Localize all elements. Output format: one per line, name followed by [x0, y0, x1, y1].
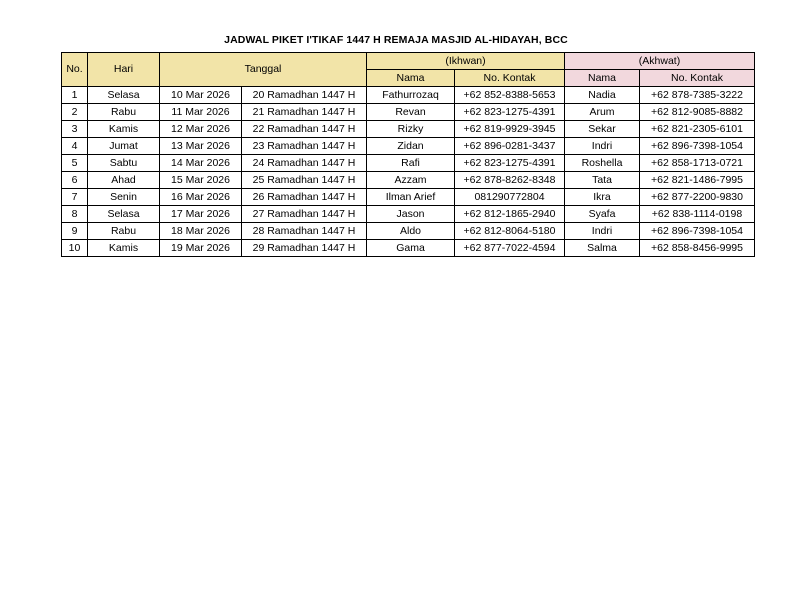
cell-kontak-akhwat: +62 858-8456-9995	[640, 240, 755, 257]
cell-kontak-akhwat: +62 878-7385-3222	[640, 87, 755, 104]
table-row	[62, 138, 755, 155]
cell-tanggal-hijriah: 29 Ramadhan 1447 H	[242, 240, 367, 257]
cell-nama-ikhwan: Ilman Arief	[367, 189, 455, 206]
cell-nama-ikhwan: Rizky	[367, 121, 455, 138]
table-row	[62, 121, 755, 138]
cell-nama-akhwat: Arum	[565, 104, 640, 121]
cell-kontak-ikhwan: +62 852-8388-5653	[455, 87, 565, 104]
cell-kontak-akhwat: +62 821-1486-7995	[640, 172, 755, 189]
cell-hari: Kamis	[88, 121, 160, 138]
cell-tanggal-hijriah: 24 Ramadhan 1447 H	[242, 155, 367, 172]
cell-nama-akhwat: Roshella	[565, 155, 640, 172]
page-title: JADWAL PIKET I'TIKAF 1447 H REMAJA MASJID AL-HIDAYAH, BCC	[224, 34, 568, 46]
column-header-hari: Hari	[88, 53, 160, 87]
table-row	[62, 155, 755, 172]
cell-tanggal-hijriah: 28 Ramadhan 1447 H	[242, 223, 367, 240]
column-header-ikhwan: (Ikhwan)	[367, 53, 565, 70]
cell-hari: Rabu	[88, 104, 160, 121]
cell-kontak-ikhwan: +62 812-8064-5180	[455, 223, 565, 240]
cell-tanggal-masehi: 10 Mar 2026	[160, 87, 242, 104]
cell-tanggal-hijriah: 27 Ramadhan 1447 H	[242, 206, 367, 223]
schedule-table	[61, 52, 755, 257]
cell-nama-akhwat: Indri	[565, 138, 640, 155]
cell-nama-ikhwan: Azzam	[367, 172, 455, 189]
cell-nama-ikhwan: Aldo	[367, 223, 455, 240]
cell-tanggal-hijriah: 23 Ramadhan 1447 H	[242, 138, 367, 155]
cell-hari: Jumat	[88, 138, 160, 155]
table-row	[62, 206, 755, 223]
cell-no: 7	[62, 189, 88, 206]
cell-no: 10	[62, 240, 88, 257]
cell-nama-ikhwan: Fathurrozaq	[367, 87, 455, 104]
cell-hari: Senin	[88, 189, 160, 206]
cell-hari: Rabu	[88, 223, 160, 240]
cell-tanggal-masehi: 13 Mar 2026	[160, 138, 242, 155]
cell-kontak-ikhwan: 081290772804	[455, 189, 565, 206]
cell-hari: Sabtu	[88, 155, 160, 172]
cell-tanggal-masehi: 11 Mar 2026	[160, 104, 242, 121]
cell-tanggal-masehi: 16 Mar 2026	[160, 189, 242, 206]
cell-no: 9	[62, 223, 88, 240]
table-header	[62, 53, 755, 87]
cell-kontak-akhwat: +62 896-7398-1054	[640, 138, 755, 155]
cell-kontak-akhwat: +62 858-1713-0721	[640, 155, 755, 172]
cell-nama-akhwat: Ikra	[565, 189, 640, 206]
cell-kontak-akhwat: +62 896-7398-1054	[640, 223, 755, 240]
cell-nama-ikhwan: Jason	[367, 206, 455, 223]
cell-nama-ikhwan: Rafi	[367, 155, 455, 172]
column-header-nama-ikhwan: Nama	[367, 70, 455, 87]
cell-nama-akhwat: Indri	[565, 223, 640, 240]
cell-nama-akhwat: Sekar	[565, 121, 640, 138]
table-row	[62, 172, 755, 189]
cell-kontak-ikhwan: +62 823-1275-4391	[455, 155, 565, 172]
cell-nama-akhwat: Tata	[565, 172, 640, 189]
table-row	[62, 104, 755, 121]
column-header-tanggal: Tanggal	[160, 53, 367, 87]
table-row	[62, 189, 755, 206]
cell-no: 6	[62, 172, 88, 189]
column-header-nama-akhwat: Nama	[565, 70, 640, 87]
cell-kontak-akhwat: +62 812-9085-8882	[640, 104, 755, 121]
cell-tanggal-masehi: 12 Mar 2026	[160, 121, 242, 138]
cell-hari: Kamis	[88, 240, 160, 257]
cell-no: 2	[62, 104, 88, 121]
cell-tanggal-hijriah: 21 Ramadhan 1447 H	[242, 104, 367, 121]
cell-tanggal-hijriah: 20 Ramadhan 1447 H	[242, 87, 367, 104]
cell-kontak-akhwat: +62 877-2200-9830	[640, 189, 755, 206]
cell-tanggal-masehi: 17 Mar 2026	[160, 206, 242, 223]
cell-hari: Selasa	[88, 206, 160, 223]
cell-no: 4	[62, 138, 88, 155]
cell-no: 1	[62, 87, 88, 104]
cell-kontak-ikhwan: +62 812-1865-2940	[455, 206, 565, 223]
table-row	[62, 223, 755, 240]
cell-nama-akhwat: Syafa	[565, 206, 640, 223]
table-body	[62, 87, 755, 257]
cell-kontak-ikhwan: +62 877-7022-4594	[455, 240, 565, 257]
cell-nama-akhwat: Salma	[565, 240, 640, 257]
cell-hari: Ahad	[88, 172, 160, 189]
cell-tanggal-hijriah: 25 Ramadhan 1447 H	[242, 172, 367, 189]
column-header-no: No.	[62, 53, 88, 87]
cell-tanggal-masehi: 14 Mar 2026	[160, 155, 242, 172]
cell-kontak-ikhwan: +62 878-8262-8348	[455, 172, 565, 189]
cell-kontak-akhwat: +62 821-2305-6101	[640, 121, 755, 138]
cell-kontak-akhwat: +62 838-1114-0198	[640, 206, 755, 223]
table-row	[62, 87, 755, 104]
cell-tanggal-hijriah: 22 Ramadhan 1447 H	[242, 121, 367, 138]
cell-nama-ikhwan: Zidan	[367, 138, 455, 155]
cell-kontak-ikhwan: +62 819-9929-3945	[455, 121, 565, 138]
cell-no: 3	[62, 121, 88, 138]
cell-nama-ikhwan: Revan	[367, 104, 455, 121]
cell-kontak-ikhwan: +62 896-0281-3437	[455, 138, 565, 155]
cell-tanggal-masehi: 19 Mar 2026	[160, 240, 242, 257]
column-header-kontak-akhwat: No. Kontak	[640, 70, 755, 87]
cell-no: 8	[62, 206, 88, 223]
cell-nama-ikhwan: Gama	[367, 240, 455, 257]
cell-tanggal-masehi: 18 Mar 2026	[160, 223, 242, 240]
cell-tanggal-masehi: 15 Mar 2026	[160, 172, 242, 189]
table-row	[62, 240, 755, 257]
column-header-akhwat: (Akhwat)	[565, 53, 755, 70]
cell-kontak-ikhwan: +62 823-1275-4391	[455, 104, 565, 121]
cell-tanggal-hijriah: 26 Ramadhan 1447 H	[242, 189, 367, 206]
cell-no: 5	[62, 155, 88, 172]
cell-hari: Selasa	[88, 87, 160, 104]
column-header-kontak-ikhwan: No. Kontak	[455, 70, 565, 87]
cell-nama-akhwat: Nadia	[565, 87, 640, 104]
table-header-row-1	[62, 53, 755, 70]
